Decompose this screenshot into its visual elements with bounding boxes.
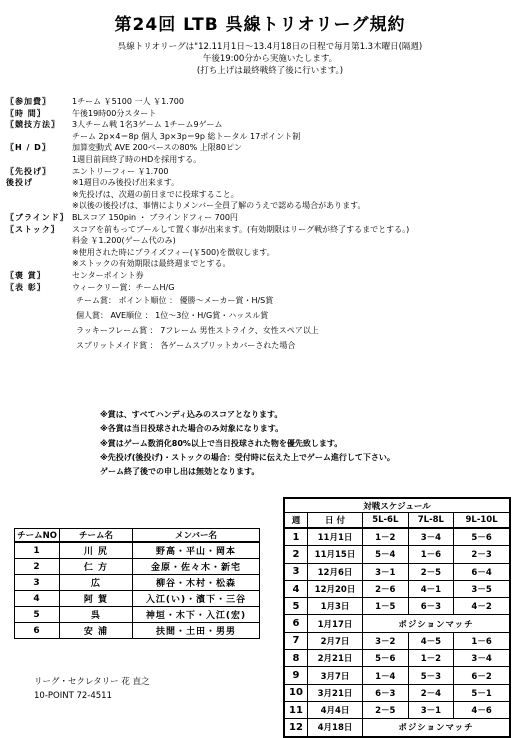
schedule-header: 9L-10L xyxy=(454,513,510,529)
schedule-week: 11 xyxy=(284,701,308,718)
schedule-date: 1月17日 xyxy=(308,615,363,632)
team-members: 入江(い)・濱下・三谷 xyxy=(133,591,260,607)
rule-value: 午後19時00分スタート xyxy=(72,108,157,118)
rule-row xyxy=(6,212,514,224)
team-members: 野高・平山・岡本 xyxy=(133,542,260,559)
team-name: 阿 賀 xyxy=(60,591,133,607)
schedule-matchup: 1－2 xyxy=(408,650,454,667)
team-number: 4 xyxy=(15,591,60,607)
schedule-matchup: 3－5 xyxy=(454,580,510,597)
schedule-week: 8 xyxy=(284,650,308,667)
schedule-header: 5L-6L xyxy=(363,513,409,529)
schedule-matchup: 6－2 xyxy=(454,667,510,684)
team-header: メンバー名 xyxy=(133,529,260,543)
rule-value: 1チーム ￥5100 一人 ￥1.700 xyxy=(72,97,184,106)
rule-label xyxy=(6,154,72,166)
table-row xyxy=(284,650,510,667)
table-row xyxy=(284,719,510,737)
rule-row xyxy=(6,224,514,236)
footer xyxy=(34,675,150,703)
table-row xyxy=(284,684,510,701)
table-row xyxy=(284,598,510,615)
schedule-matchup: 1－4 xyxy=(363,667,409,684)
rule-label: 後投げ xyxy=(6,178,33,188)
schedule-matchup: 2－5 xyxy=(363,701,409,718)
note-line: ※各賞は当日投球された場合のみ対象になります。 xyxy=(100,424,284,434)
schedule-date: 4月4日 xyxy=(308,701,363,718)
schedule-matchup: 4－1 xyxy=(408,580,454,597)
rule-row xyxy=(6,177,514,189)
rule-value: 加算変動式 AVE 200ベースの80% 上限80ピン xyxy=(72,143,242,153)
schedule-matchup: 6－3 xyxy=(408,598,454,615)
rule-label: 〖先投げ〗 xyxy=(6,166,51,176)
rule-value: センターポイント券 xyxy=(72,270,144,280)
table-row xyxy=(284,546,510,563)
rule-value: 料金 ￥1.200(ゲーム代のみ) xyxy=(72,236,176,246)
rule-row xyxy=(6,108,514,120)
schedule-matchup: 5－6 xyxy=(454,528,510,546)
table-row xyxy=(284,615,510,632)
schedule-date: 11月1日 xyxy=(308,528,363,546)
schedule-week: 4 xyxy=(284,580,308,597)
rule-label: 〖参加費〗 xyxy=(6,97,51,106)
team-table xyxy=(14,528,260,639)
rule-label: 〖褒 賞〗 xyxy=(6,270,46,280)
team-number: 1 xyxy=(15,542,60,559)
schedule-matchup: 2－3 xyxy=(454,546,510,563)
team-name: 川 尻 xyxy=(60,542,133,559)
schedule-header: 日 付 xyxy=(308,513,363,529)
rule-value: チーム 2p×4＝8p 個人 3p×3p＝9p 総トータル 17ポイント制 xyxy=(72,131,301,141)
table-row xyxy=(15,542,260,559)
rule-label xyxy=(6,131,72,143)
rule-value: BLスコア 150pin ・ ブラインドフィー 700円 xyxy=(72,212,238,222)
rule-value: ※先投げは、次週の前日までに投球すること。 xyxy=(72,189,239,199)
team-members: 金原・佐々木・新宅 xyxy=(133,559,260,575)
intro-text xyxy=(60,41,480,77)
rule-label: 〖ブラインド〗 xyxy=(6,212,69,222)
secretary-name: リーグ・セクレタリー 花 直之 xyxy=(34,677,150,687)
schedule-week: 2 xyxy=(284,546,308,563)
note-line: ※先投げ(後投げ)・ストックの場合：受付時に伝えた上でゲーム進行して下さい。 xyxy=(100,452,395,462)
team-number: 3 xyxy=(15,575,60,591)
rule-value: エントリーフィー ￥1.700 xyxy=(72,166,169,176)
schedule-date: 3月21日 xyxy=(308,684,363,701)
schedule-table xyxy=(283,497,511,738)
table-row xyxy=(284,701,510,718)
schedule-date: 12月20日 xyxy=(308,580,363,597)
team-name: 安 浦 xyxy=(60,623,133,639)
schedule-date: 1月3日 xyxy=(308,598,363,615)
team-number: 5 xyxy=(15,607,60,623)
schedule-matchup: 3－2 xyxy=(363,632,409,649)
schedule-date: 2月21日 xyxy=(308,650,363,667)
page-title: 第24回 LTB 呉線トリオリーグ規約 xyxy=(114,15,406,35)
schedule-matchup: 4－6 xyxy=(454,701,510,718)
rules-section xyxy=(6,96,514,353)
team-members: 扶間・土田・男男 xyxy=(133,623,260,639)
rule-row xyxy=(6,154,514,166)
table-row xyxy=(15,575,260,591)
rule-row xyxy=(6,96,514,108)
rule-row xyxy=(6,235,514,247)
award-line: 個人賞： AVE順位 ： 1位～3位・H/G賞・ハッスル賞 xyxy=(76,311,269,321)
schedule-matchup: 1－6 xyxy=(454,632,510,649)
schedule-date: 2月7日 xyxy=(308,632,363,649)
schedule-matchup: 4－5 xyxy=(408,632,454,649)
schedule-header: 7L-8L xyxy=(408,513,454,529)
schedule-matchup: 3－1 xyxy=(363,563,409,580)
rule-row xyxy=(6,247,514,259)
rule-value: スコアを前もってプールして置く事が出来ます。(有効期限はリーグ戦が終了するまでとする。) xyxy=(72,224,410,234)
team-name: 呉 xyxy=(60,607,133,623)
rule-value: ※1週目のみ後投げ出来ます。 xyxy=(72,178,180,188)
team-number: 2 xyxy=(15,559,60,575)
note-line: ※賞はゲーム数消化80%以上で当日投球された物を優先致します。 xyxy=(100,438,343,448)
table-row xyxy=(284,528,510,546)
rule-label xyxy=(6,189,72,201)
schedule-matchup: 2－5 xyxy=(408,563,454,580)
schedule-week: 9 xyxy=(284,667,308,684)
schedule-matchup: 1－6 xyxy=(408,546,454,563)
table-row xyxy=(284,667,510,684)
team-header: チームNO xyxy=(15,529,60,543)
schedule-caption: 対戦スケジュール xyxy=(284,498,510,513)
schedule-matchup: 2－6 xyxy=(363,580,409,597)
table-row xyxy=(284,563,510,580)
schedule-week: 3 xyxy=(284,563,308,580)
schedule-matchup: 3－4 xyxy=(454,650,510,667)
intro-line: 午後19:00分から実施いたします。 xyxy=(202,54,338,64)
rule-row xyxy=(6,131,514,143)
rule-row xyxy=(6,166,514,178)
schedule-week: 7 xyxy=(284,632,308,649)
rule-label: 〖ストック〗 xyxy=(6,224,60,234)
note-line: ※賞は、すべてハンディ込みのスコアとなります。 xyxy=(100,410,283,419)
schedule-matchup: 6－4 xyxy=(454,563,510,580)
rule-value: ウィークリー賞：チームH/G xyxy=(72,282,175,292)
schedule-week: 12 xyxy=(284,719,308,737)
rule-row xyxy=(6,200,514,212)
note-line: ゲーム終了後での申し出は無効となります。 xyxy=(100,467,260,477)
rule-value: 1週目前回終了時のHDを採用する。 xyxy=(72,154,202,164)
schedule-week: 1 xyxy=(284,528,308,546)
position-match: ポジションマッチ xyxy=(363,719,511,737)
schedule-matchup: 4－2 xyxy=(454,598,510,615)
intro-line: (打ち上げは最終戦終了後に行います。) xyxy=(196,66,344,76)
rule-row xyxy=(6,142,514,154)
rule-label: 〖競技方法〗 xyxy=(6,120,60,130)
award-line: スプリットメイド賞 ： 各ゲームスプリットカバーされた場合 xyxy=(76,341,296,351)
table-row xyxy=(15,591,260,607)
rule-row xyxy=(6,189,514,201)
schedule-matchup: 1－2 xyxy=(363,528,409,546)
schedule-date: 3月7日 xyxy=(308,667,363,684)
schedule-matchup: 1－5 xyxy=(363,598,409,615)
team-name: 広 xyxy=(60,575,133,591)
rule-label xyxy=(6,247,72,259)
schedule-matchup: 5－4 xyxy=(363,546,409,563)
table-row xyxy=(284,580,510,597)
rule-value: ※以後の後投げは、事情によりメンバー全員了解のうえで認める場合があります。 xyxy=(72,201,366,211)
schedule-matchup: 5－3 xyxy=(408,667,454,684)
rule-label xyxy=(6,200,72,212)
schedule-date: 4月18日 xyxy=(308,719,363,737)
rule-row xyxy=(6,258,514,270)
rule-label: 〖表 彰〗 xyxy=(6,282,46,292)
notes-section xyxy=(100,408,395,479)
rule-label xyxy=(6,258,72,270)
schedule-matchup: 5－6 xyxy=(363,650,409,667)
rule-row xyxy=(6,282,514,294)
award-line: ラッキーフレーム賞 ： 7フレーム 男性ストライク、女性スペア以上 xyxy=(76,326,319,336)
award-line: チーム賞： ポイント順位 ： 優勝～メーカー賞・H/S賞 xyxy=(76,296,274,306)
table-row xyxy=(284,632,510,649)
schedule-date: 12月6日 xyxy=(308,563,363,580)
team-members: 神垣・木下・入江(宏) xyxy=(133,607,260,623)
table-row xyxy=(15,607,260,623)
table-row xyxy=(15,559,260,575)
team-number: 6 xyxy=(15,623,60,639)
schedule-matchup: 6－3 xyxy=(363,684,409,701)
schedule-week: 10 xyxy=(284,684,308,701)
position-match: ポジションマッチ xyxy=(363,615,511,632)
team-members: 柳谷・木村・松森 xyxy=(133,575,260,591)
intro-line: 呉線トリオリーグは"12.11月1日～13.4月18日の日程で毎月第1.3木曜日(隔週) xyxy=(117,42,423,52)
team-name: 仁 方 xyxy=(60,559,133,575)
schedule-week: 5 xyxy=(284,598,308,615)
table-row xyxy=(15,623,260,639)
schedule-matchup: 3－1 xyxy=(408,701,454,718)
schedule-week: 6 xyxy=(284,615,308,632)
schedule-header: 週 xyxy=(284,513,308,529)
rule-value: ※使用された時にプライズフィー(￥500)を徴収します。 xyxy=(72,247,275,257)
contact-phone: 10-POINT 72-4511 xyxy=(34,691,112,701)
rule-row xyxy=(6,270,514,282)
schedule-matchup: 2－4 xyxy=(408,684,454,701)
rule-label xyxy=(6,235,72,247)
schedule-matchup: 5－1 xyxy=(454,684,510,701)
rule-value: 3人チーム戦 1名3ゲーム 1チーム9ゲーム xyxy=(72,120,223,130)
schedule-matchup: 3－4 xyxy=(408,528,454,546)
rule-row xyxy=(6,119,514,131)
rule-label: 〖H / D〗 xyxy=(6,143,51,153)
schedule-date: 11月15日 xyxy=(308,546,363,563)
rule-value: ※ストックの有効期限は最終週までとする。 xyxy=(72,259,231,269)
rule-label: 〖時 間〗 xyxy=(6,108,46,118)
team-header: チーム名 xyxy=(60,529,133,543)
